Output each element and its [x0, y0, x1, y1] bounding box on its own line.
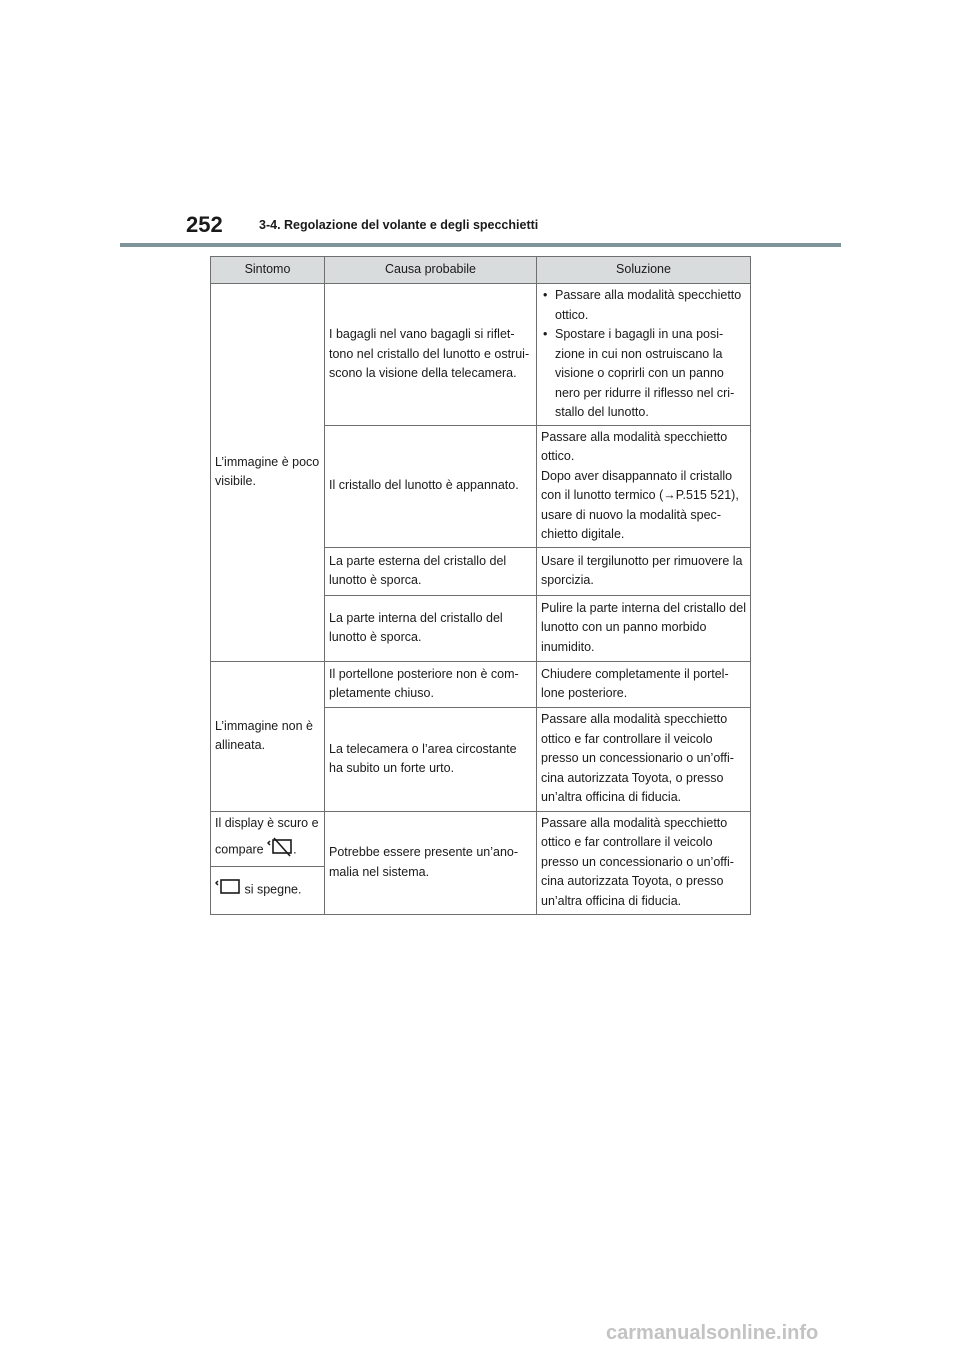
- solution-cell: Usare il tergilunotto per rimuovere la sporcizia.: [537, 547, 751, 595]
- table-row: [211, 284, 751, 426]
- solution-cell: [537, 425, 751, 547]
- solution-cell: Pulire la parte interna del cristallo del lunotto con un panno morbido inumidito.: [537, 595, 751, 661]
- column-header-solution: Soluzione: [537, 257, 751, 284]
- table-row: [211, 661, 751, 707]
- page-number: 252: [186, 212, 223, 237]
- solution-text: Dopo aver disappannato il cristallo con il lunotto termico (→P.515 521), usare di nuovo la modalità specchietto digitale.: [541, 468, 739, 541]
- cause-cell: Il portellone posteriore non è completamente chiuso.: [325, 661, 537, 707]
- column-header-symptom: Sintomo: [211, 257, 325, 284]
- digital-mirror-crossed-icon: [267, 837, 293, 864]
- symptom-text: si spegne.: [244, 882, 302, 897]
- digital-mirror-icon: [215, 878, 241, 903]
- symptom-cell: L’immagine non è allineata.: [211, 661, 325, 811]
- symptom-cell: L’immagine è poco visibile.: [211, 284, 325, 662]
- symptom-cell: [211, 866, 325, 914]
- column-header-cause: Causa probabile: [325, 257, 537, 284]
- cause-cell: La telecamera o l’area circostante ha subito un forte urto.: [325, 707, 537, 811]
- solution-text: Passare alla modalità specchietto ottico.: [541, 429, 728, 463]
- watermark-text: carmanualsonline.info: [606, 1322, 819, 1344]
- solution-cell: Passare alla modalità specchietto ottico e far controllare il veicolo presso un concessionario o un’officina autorizzata Toyota, o presso un’altra officina di fiducia.: [537, 707, 751, 811]
- symptom-text: compare: [215, 842, 264, 857]
- symptom-text: Il display è scuro e: [215, 815, 319, 830]
- section-title: 3-4. Regolazione del volante e degli specchietti: [259, 218, 539, 232]
- list-item: • Passare alla modalità specchietto ottico.: [541, 286, 746, 325]
- symptom-cell: [211, 811, 325, 866]
- list-item: • Spostare i bagagli in una posizione in cui non ostruiscano la visione o coprirli con un panno nero per ridurre il riflesso nel cristallo del lunotto.: [541, 325, 746, 423]
- troubleshooting-table: [210, 256, 751, 915]
- header-divider: [120, 243, 841, 247]
- cause-cell: I bagagli nel vano bagagli si riflettono nel cristallo del lunotto e ostruiscono la visione della telecamera.: [325, 284, 537, 426]
- solution-bullet-list: [541, 286, 746, 423]
- solution-cell: Chiudere completamente il portellone posteriore.: [537, 661, 751, 707]
- table-header-row: [211, 257, 751, 284]
- symptom-text: .: [293, 842, 297, 857]
- cause-cell: Potrebbe essere presente un’anomalia nel sistema.: [325, 811, 537, 914]
- solution-cell: [537, 284, 751, 426]
- cause-cell: Il cristallo del lunotto è appannato.: [325, 425, 537, 547]
- cause-cell: La parte interna del cristallo del lunotto è sporca.: [325, 595, 537, 661]
- cause-cell: La parte esterna del cristallo del lunotto è sporca.: [325, 547, 537, 595]
- table-row: [211, 811, 751, 866]
- solution-cell: Passare alla modalità specchietto ottico e far controllare il veicolo presso un concessionario o un’officina autorizzata Toyota, o presso un’altra officina di fiducia.: [537, 811, 751, 914]
